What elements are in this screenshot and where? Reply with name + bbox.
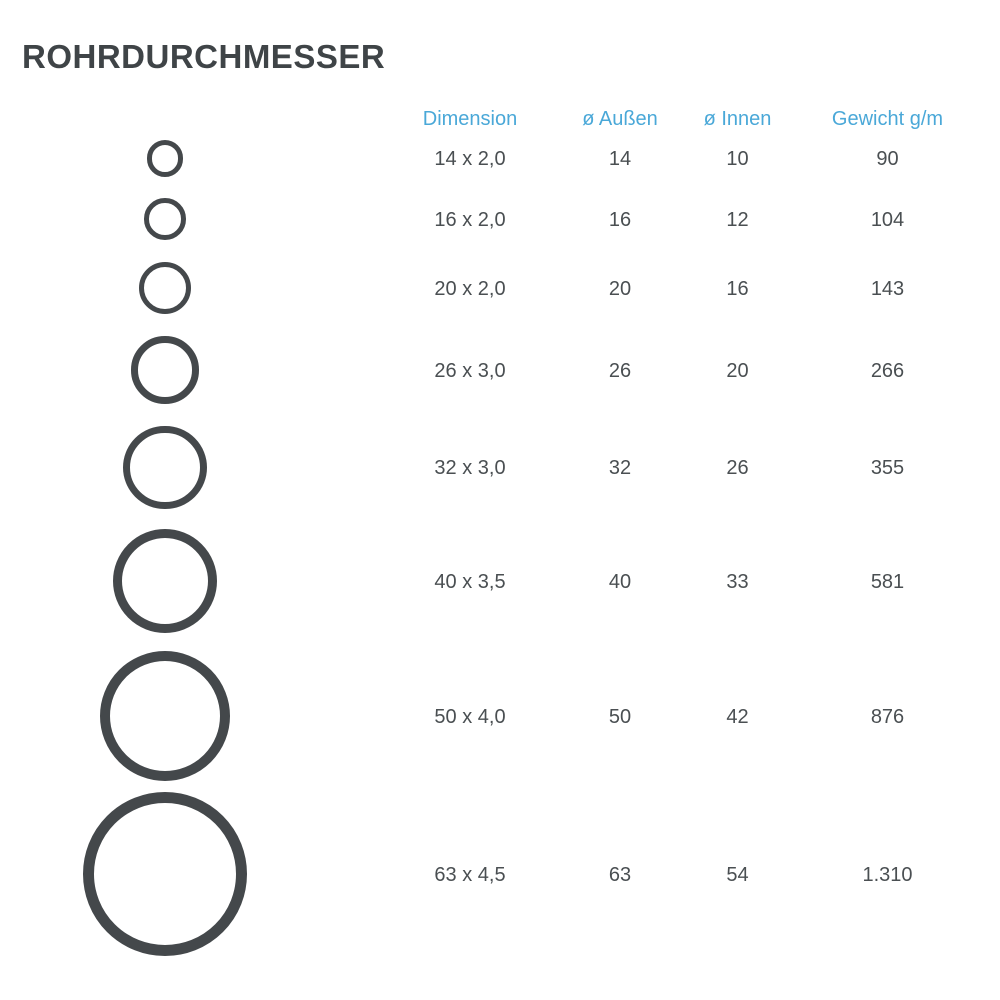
- column-header-weight: Gewicht g/m: [831, 108, 944, 130]
- cell-inner-diameter: 33: [726, 570, 749, 593]
- table-row: [380, 416, 980, 521]
- pipe-ring-row: [0, 187, 330, 251]
- pipe-ring-row: [0, 130, 330, 187]
- table-body: [380, 131, 980, 959]
- cell-dimension: 16 x 2,0: [434, 208, 506, 231]
- cell-weight: 266: [870, 359, 905, 382]
- cell-outer-diameter: 16: [608, 208, 632, 231]
- cell-dimension: 32 x 3,0: [434, 457, 506, 479]
- cell-dimension: 40 x 3,5: [434, 570, 506, 593]
- cell-weight: 90: [876, 148, 899, 170]
- cell-inner-diameter: 54: [726, 863, 749, 886]
- cell-dimension: 50 x 4,0: [434, 705, 506, 728]
- cell-outer-diameter: 14: [608, 148, 632, 170]
- pipe-ring-row: [0, 325, 330, 415]
- pipe-ring-row: [0, 790, 330, 958]
- cell-inner-diameter: 20: [726, 359, 749, 382]
- pipe-cross-section-ring: [113, 529, 217, 633]
- pipe-cross-section-ring: [83, 792, 247, 956]
- pipe-cross-section-ring: [144, 198, 186, 240]
- cell-outer-diameter: 40: [608, 570, 632, 593]
- cell-dimension: 20 x 2,0: [434, 277, 506, 300]
- cell-dimension: 26 x 3,0: [434, 359, 506, 382]
- pipe-cross-section-ring: [100, 651, 230, 781]
- table-row: [380, 643, 980, 791]
- pipe-ring-row: [0, 415, 330, 520]
- pipe-ring-row: [0, 520, 330, 642]
- cell-inner-diameter: 12: [726, 208, 749, 231]
- table-row: [380, 521, 980, 643]
- table-header-row: [380, 108, 980, 131]
- cell-inner-diameter: 16: [726, 277, 749, 300]
- cell-weight: 1.310: [862, 863, 913, 886]
- cell-inner-diameter: 10: [726, 148, 749, 170]
- table-row: [380, 131, 980, 188]
- cell-outer-diameter: 32: [608, 457, 632, 479]
- cell-dimension: 14 x 2,0: [434, 148, 506, 170]
- cell-weight: 104: [870, 208, 905, 231]
- cell-outer-diameter: 63: [608, 863, 632, 886]
- pipe-cross-section-ring: [139, 262, 191, 314]
- column-header-inner-diameter: ø Innen: [703, 108, 772, 130]
- column-header-outer-diameter: ø Außen: [582, 108, 658, 130]
- cell-outer-diameter: 20: [608, 277, 632, 300]
- cell-weight: 581: [870, 570, 905, 593]
- pipe-cross-section-ring: [147, 140, 183, 176]
- pipe-ring-column: [0, 130, 330, 958]
- table-row: [380, 326, 980, 416]
- cell-outer-diameter: 50: [608, 705, 632, 728]
- cell-dimension: 63 x 4,5: [434, 863, 506, 886]
- pipe-ring-row: [0, 251, 330, 325]
- cell-inner-diameter: 42: [726, 705, 749, 728]
- cell-weight: 143: [870, 277, 905, 300]
- pipe-cross-section-ring: [123, 426, 206, 509]
- column-header-dimension: Dimension: [422, 108, 518, 130]
- table-row: [380, 252, 980, 326]
- page-title: ROHRDURCHMESSER: [22, 38, 386, 75]
- table-row: [380, 791, 980, 959]
- dimension-table: [380, 108, 980, 959]
- table-row: [380, 188, 980, 252]
- cell-weight: 876: [870, 705, 905, 728]
- pipe-cross-section-ring: [131, 336, 199, 404]
- cell-inner-diameter: 26: [726, 457, 749, 479]
- cell-outer-diameter: 26: [608, 359, 632, 382]
- cell-weight: 355: [870, 457, 905, 479]
- pipe-ring-row: [0, 642, 330, 790]
